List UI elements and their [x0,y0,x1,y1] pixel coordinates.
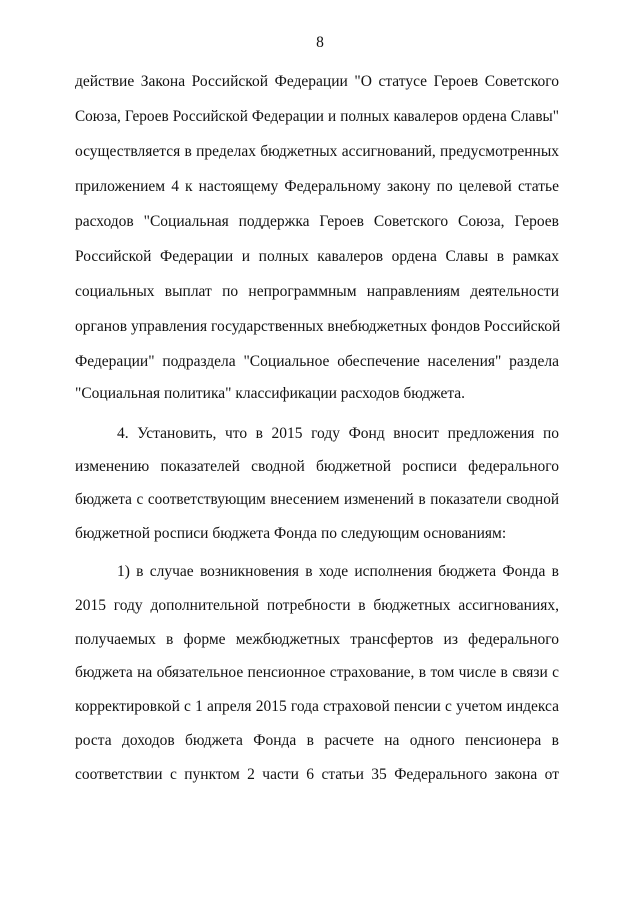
text-line: Российской Федерации и полных кавалеров ордена Славы в рамках [75,248,559,265]
text-line: соответствии с пунктом 2 части 6 статьи 35 Федерального закона от [75,766,559,783]
text-line: бюджета с соответствующим внесением изменений в показатели сводной [75,491,559,508]
text-line: Союза, Героев Российской Федерации и полных кавалеров ордена Славы" [75,108,559,125]
text-line: роста доходов бюджета Фонда в расчете на одного пенсионера в [75,732,559,749]
text-line: расходов "Социальная поддержка Героев Советского Союза, Героев [75,213,559,230]
text-line: получаемых в форме межбюджетных трансфертов из федерального [75,631,559,648]
text-line: приложением 4 к настоящему Федеральному закону по целевой статье [75,178,559,195]
text-line: органов управления государственных внебюджетных фондов Российской [75,318,561,335]
text-line: действие Закона Российской Федерации "О статусе Героев Советского [75,73,559,90]
text-line: бюджетной росписи бюджета Фонда по следующим основаниям: [75,525,507,542]
text-line: "Социальная политика" классификации расходов бюджета. [75,385,466,402]
text-line: социальных выплат по непрограммным направлениям деятельности [75,283,559,300]
text-line: изменению показателей сводной бюджетной росписи федерального [75,458,559,475]
subitem-1-first-line: 1) в случае возникновения в ходе исполнения бюджета Фонда в [117,563,559,580]
text-line: 2015 году дополнительной потребности в бюджетных ассигнованиях, [75,597,559,614]
text-line: осуществляется в пределах бюджетных ассигнований, предусмотренных [75,143,559,160]
paragraph-4-first-line: 4. Установить, что в 2015 году Фонд вносит предложения по [117,425,559,442]
text-line: Федерации" подраздела "Социальное обеспечение населения" раздела [75,353,559,370]
page-number: 8 [316,34,324,51]
text-line: корректировкой с 1 апреля 2015 года страховой пенсии с учетом индекса [75,698,559,715]
text-line: бюджета на обязательное пенсионное страхование, в том числе в связи с [75,664,559,681]
